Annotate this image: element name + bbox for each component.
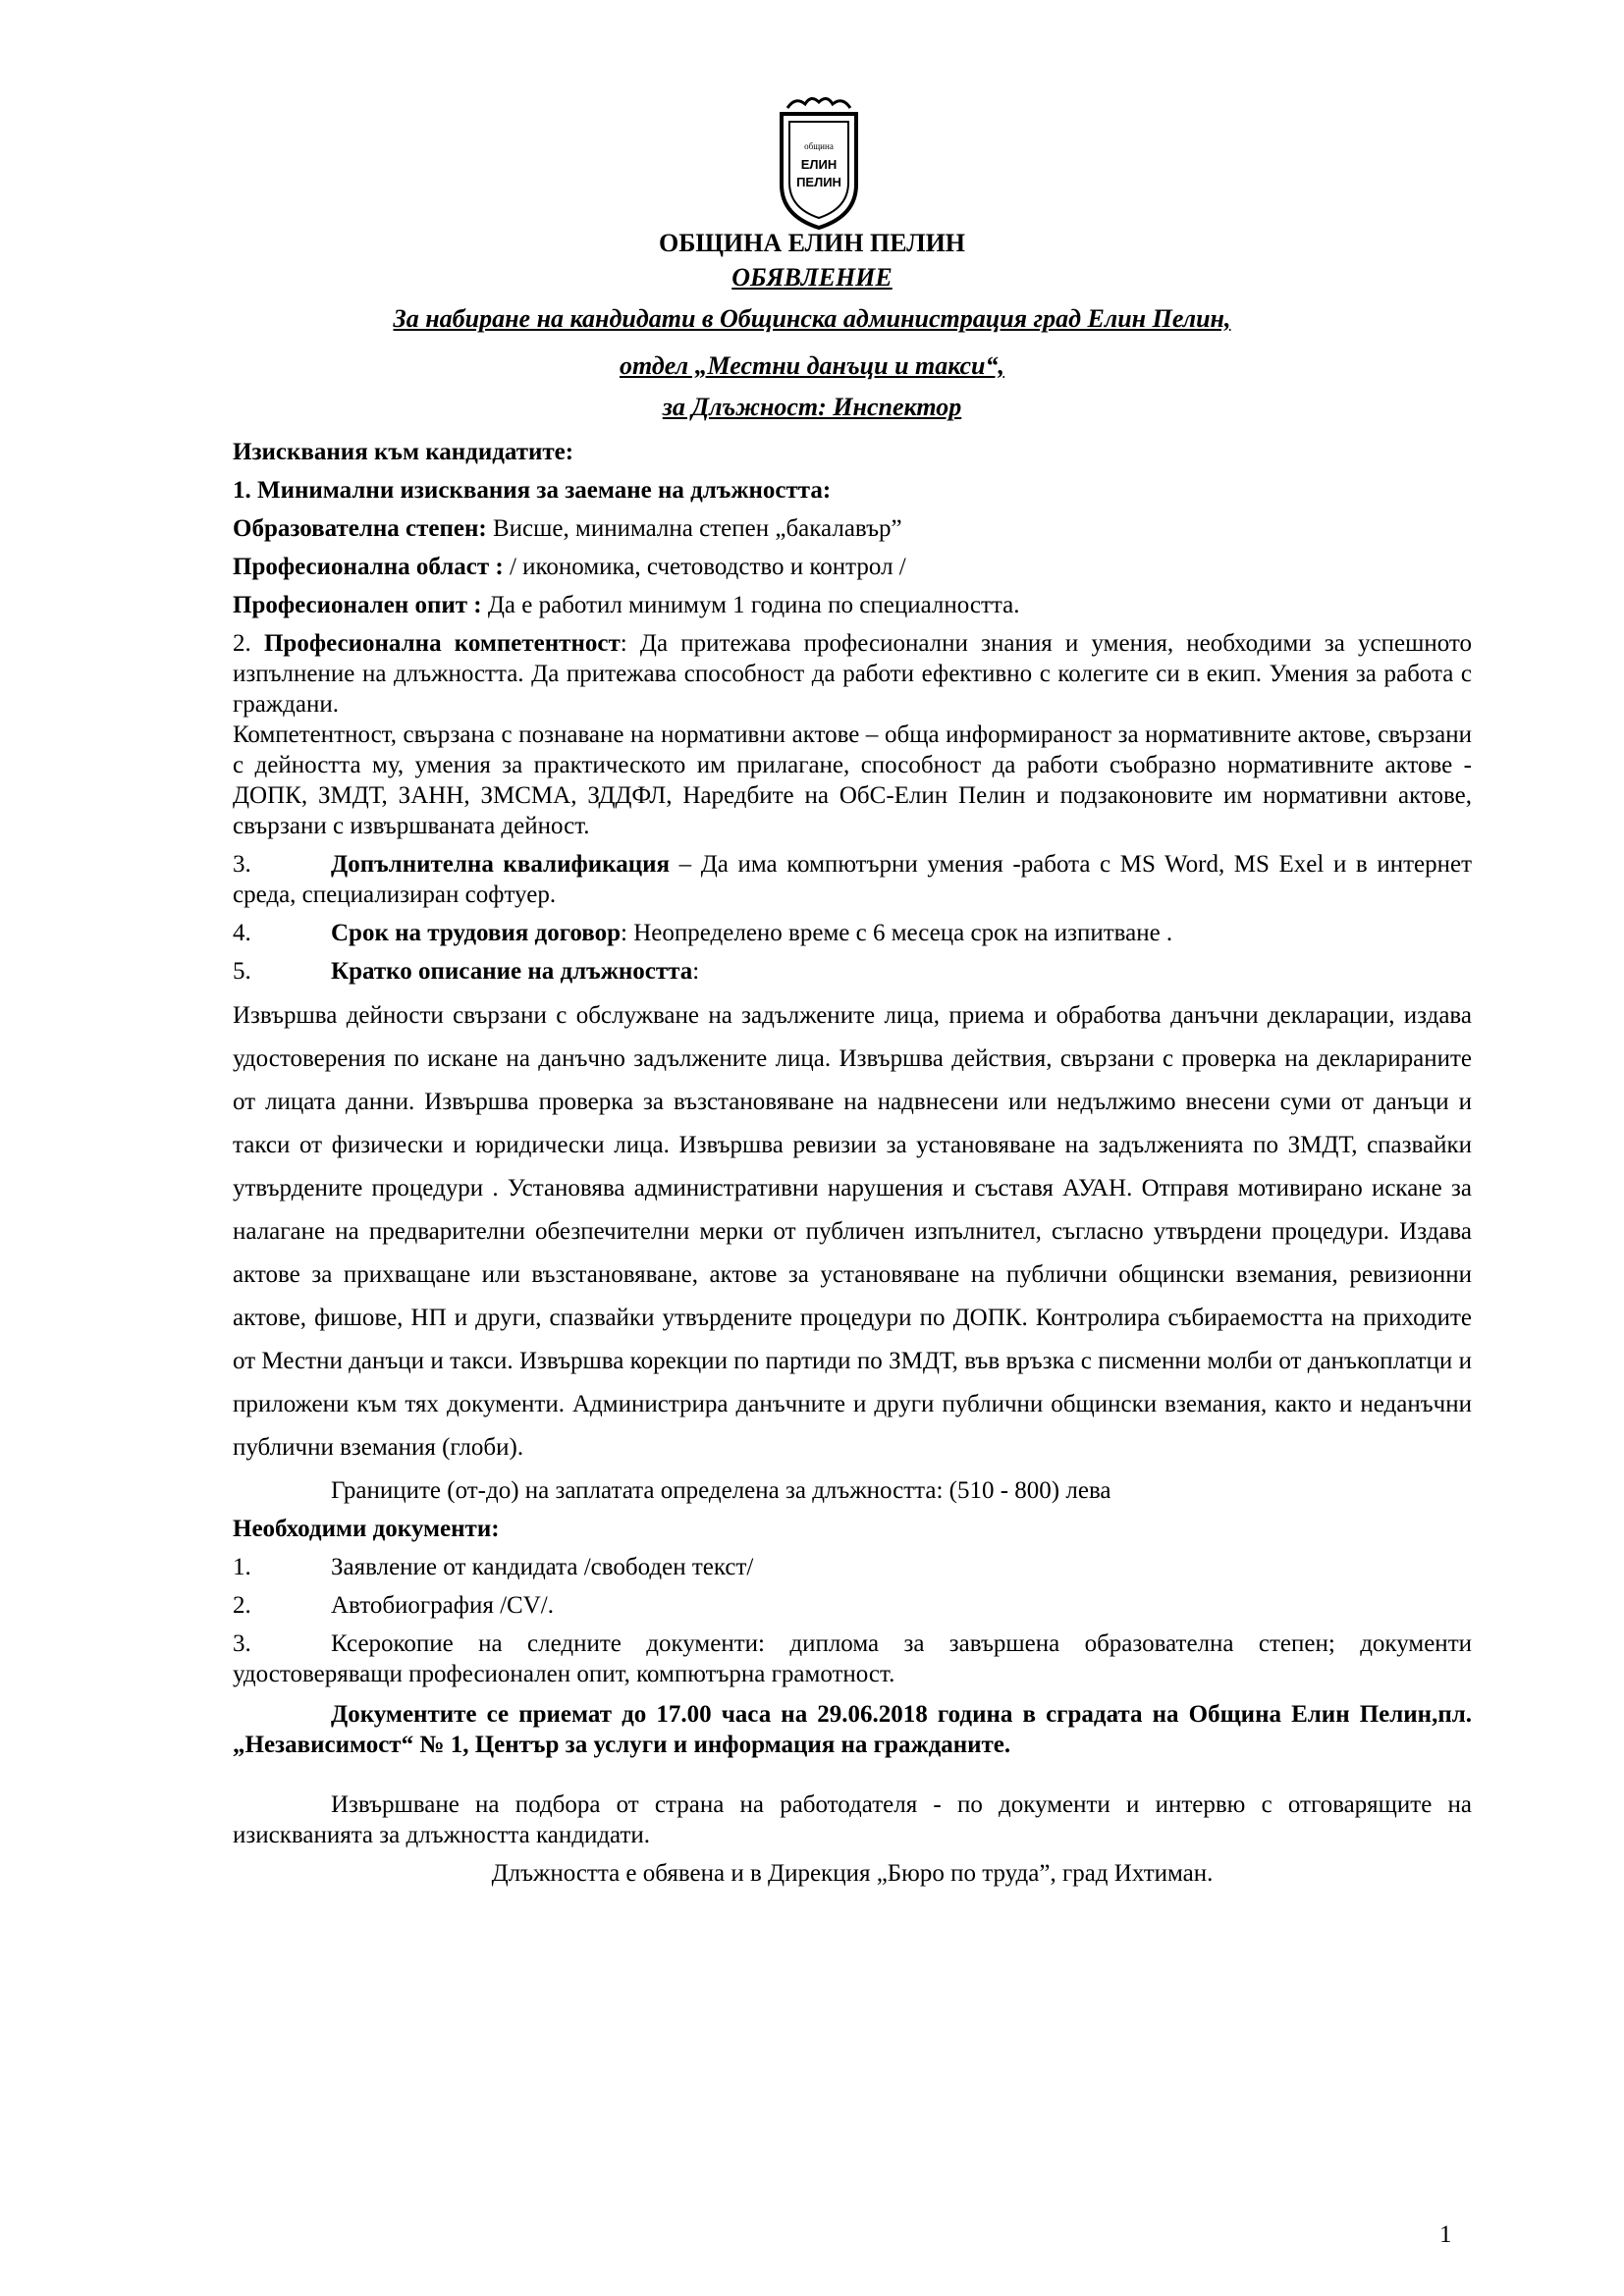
document-number: 1. [233, 1554, 251, 1580]
experience-value: Да е работил минимум 1 година по специалността. [481, 592, 1020, 618]
document-number: 3. [233, 1630, 251, 1657]
document-item [233, 1552, 1472, 1582]
education-value: Висше, минимална степен „бакалавър” [486, 515, 902, 542]
education-label: Образователна степен: [233, 515, 487, 542]
education-line [233, 513, 1472, 544]
description-number: 5. [233, 958, 251, 985]
competence-number: 2. [233, 630, 264, 657]
requirements-title: Изисквания към кандидатите: [233, 439, 574, 465]
qualification-label: Допълнителна квалификация [331, 851, 671, 878]
experience-label: Професионален опит : [233, 592, 482, 618]
field-value: / икономика, счетоводство и контрол / [503, 554, 906, 580]
experience-line [233, 590, 1472, 620]
subtitle-line-3: за Длъжност: Инспектор [662, 393, 962, 421]
documents-title: Необходими документи: [233, 1516, 500, 1542]
qualification-text: – Да има компютърни умения -работа с MS Word, MS Exel и в интернет среда, специализиран софтуер. [233, 851, 1473, 908]
contract-paragraph [233, 918, 1472, 948]
emblem-text-2: ПЕЛИН [796, 175, 841, 189]
salary-line: Границите (от-до) на заплатата определена за длъжността: (510 - 800) лева [331, 1477, 1111, 1504]
competence-label: Професионална компетентност [263, 630, 621, 657]
competence-paragraph [233, 628, 1472, 720]
emblem-text-small: община [804, 141, 834, 151]
contract-number: 4. [233, 920, 251, 946]
document-text: Ксерокопие на следните документи: диплома за завършена образователна степен; документи удостоверяващи професионален опит, компютърна грамотност. [233, 1630, 1472, 1687]
document-item [233, 1629, 1472, 1689]
emblem-text-1: ЕЛИН [800, 157, 838, 172]
qualification-number: 3. [233, 851, 251, 878]
minimum-requirements-heading: 1. Минимални изисквания за заемане на длъжността: [233, 477, 832, 504]
municipality-emblem-icon [774, 94, 864, 230]
qualification-paragraph [233, 849, 1472, 910]
document-body [233, 437, 1472, 1896]
description-label: Кратко описание на длъжността [331, 958, 693, 985]
job-description: Извършва дейности свързани с обслужване на задължените лица, приема и обработва данъчни декларации, издава удостоверения по искане на данъчно задължените лица. Извършва действия, свързани с проверка на декларираните от лицата данни. Извършва проверка за възстановяване на надвнесени или недължимо внесени суми от данъци и такси от физически и юридически лица. Извършва ревизии за установяване на задълженията по ЗМДТ, спазвайки утвърдените процедури . Установява административни нарушения и съставя АУАН. Отправя мотивирано искане за налагане на предварителни обезпечителни мерки от публичен изпълнител, съгласно утвърдени процедури. Издава актове за прихващане или възстановяване, актове за установяване на публични общински вземания, ревизионни актове, фишове, НП и други, спазвайки утвърдените процедури по ДОПК. Контролира събираемостта на приходите от Местни данъци и такси. Извършва корекции по партиди по ЗМДТ, във връзка с писменни молби от данъкоплатци и приложени към тях документи. Администрира данъчните и други публични общински вземания, както и неданъчни публични вземания (глоби). [233, 1002, 1472, 1461]
competence-text: : Да притежава професионални знания и умения, необходими за успешното изпълнение на длъжността. Да притежава способност да работи ефективно с колегите си в екип. Умения за работа с граждани. [233, 630, 1473, 718]
document-text: Заявление от кандидата /свободен текст/ [331, 1554, 754, 1580]
field-line [233, 552, 1472, 582]
contract-label: Срок на трудовия договор [331, 920, 622, 946]
contract-text: : Неопределено време с 6 месеца срок на изпитване . [621, 920, 1173, 946]
subtitle-line-2: отдел „Местни данъци и такси“, [620, 351, 1004, 380]
document-number: 2. [233, 1592, 251, 1619]
description-heading [233, 956, 1472, 987]
description-colon: : [692, 958, 700, 985]
page-number: 1 [1439, 2221, 1452, 2248]
announcement-title: ОБЯВЛЕНИЕ [731, 263, 893, 292]
deadline-notice: Документите се приемат до 17.00 часа на 29.06.2018 година в сградата на Община Елин Пелин,пл. „Независимост“ № 1, Център за услуги и информация на гражданите. [233, 1701, 1472, 1758]
document-item [233, 1590, 1472, 1621]
announced-notice: Длъжността е обявена и в Дирекция „Бюро по труда”, град Ихтиман. [491, 1860, 1214, 1887]
field-label: Професионална област : [233, 554, 504, 580]
organization-title: ОБЩИНА ЕЛИН ПЕЛИН [658, 229, 966, 257]
subtitle-line-1: За набиране на кандидати в Общинска администрация град Елин Пелин, [393, 304, 1231, 333]
competence-details: Компетентност, свързана с познаване на нормативни актове – обща информираност за нормативните актове, свързани с дейността му, умения за практическото им прилагане, способност да работи съобразно нормативните актове - ДОПК, ЗМДТ, ЗАНН, ЗМСМА, ЗДДФЛ, Наредбите на ОбС-Елин Пелин и подзаконовите им нормативни актове, свързани с извършваната дейност. [233, 721, 1472, 839]
document-text: Автобиография /CV/. [331, 1592, 554, 1619]
selection-notice: Извършване на подбора от страна на работодателя - по документи и интервю с отговарящите на изискванията за длъжността кандидати. [233, 1791, 1472, 1848]
